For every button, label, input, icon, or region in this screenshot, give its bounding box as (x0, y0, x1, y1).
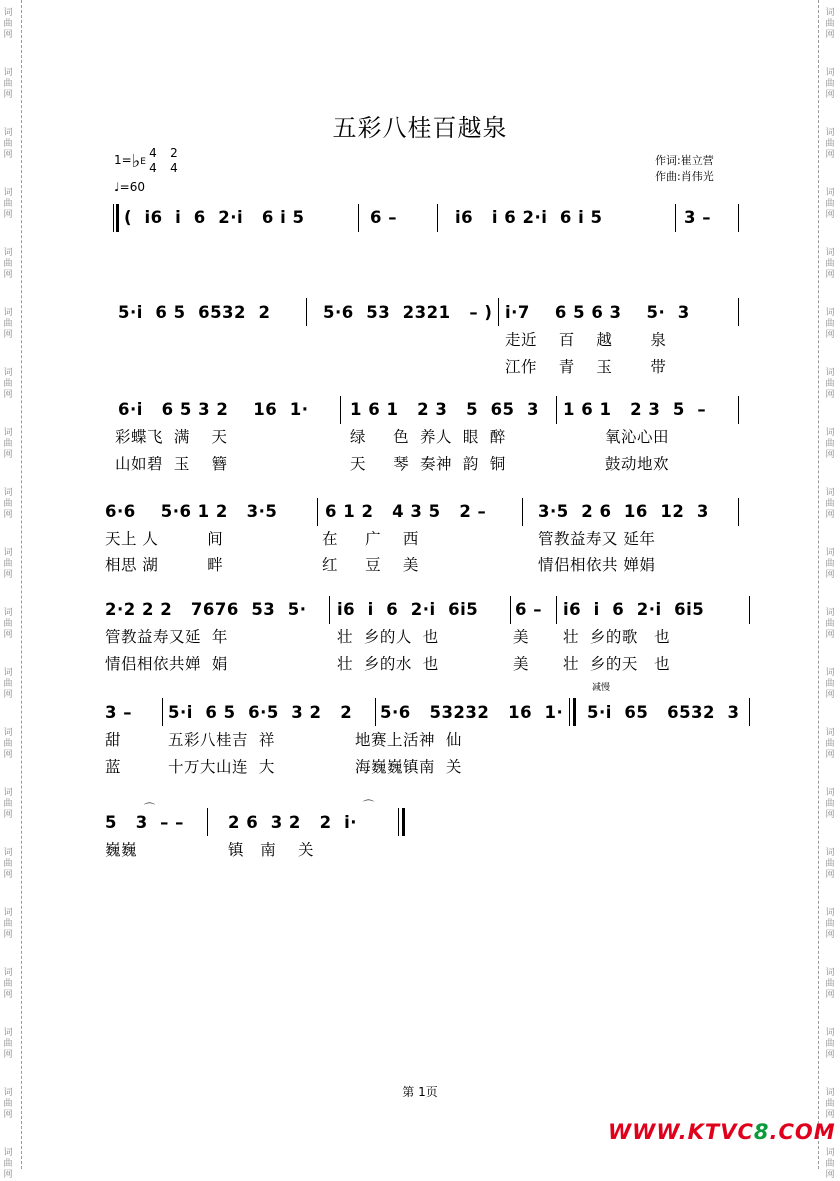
measure: 6·i 6 5 3 2 16 1· (118, 400, 309, 419)
barline (340, 396, 341, 424)
watermark-text: 词 曲 网 (825, 968, 835, 1000)
barline (510, 596, 511, 624)
measure: 5 3 – – (105, 813, 184, 832)
barline (738, 204, 739, 232)
tempo-marking: ♩=60 (114, 180, 145, 194)
watermark-text: 词 曲 网 (825, 608, 835, 640)
measure: i6 i 6 2·i 6i5 (337, 600, 479, 619)
watermark-text: 词 曲 网 (3, 788, 13, 820)
lyric-verse-2: 山如碧 玉 簪 (115, 455, 228, 473)
barline (749, 698, 750, 726)
repeat-end-bar-thick (573, 698, 576, 726)
time-signature-2-4: 2 4 (170, 146, 178, 175)
lyric-verse-1: 地赛上活神 仙 (355, 731, 462, 749)
barline (522, 498, 523, 526)
watermark-text: 词 曲 网 (3, 368, 13, 400)
lyric-verse-2: 美 (513, 655, 530, 673)
barline (317, 498, 318, 526)
measure: 3·5 2 6 16 12 3 (538, 502, 709, 521)
barline (749, 596, 750, 624)
watermark-text: 词 曲 网 (825, 68, 835, 100)
watermark-text: 词 曲 网 (825, 668, 835, 700)
final-bar (398, 808, 399, 836)
watermark-text: 词 曲 网 (3, 1088, 13, 1120)
watermark-text: 词 曲 网 (825, 248, 835, 280)
measure: 6·6 5·6 1 2 3·5 (105, 502, 278, 521)
measure: 5·i 6 5 6532 2 (118, 303, 271, 322)
lyric-verse-2: 十万大山连 大 (168, 758, 275, 776)
barline (556, 596, 557, 624)
barline (162, 698, 163, 726)
watermark-text: 词 曲 网 (3, 188, 13, 220)
fermata-icon: ⌒ (144, 802, 155, 815)
watermark-text: 词 曲 网 (3, 548, 13, 580)
lyric-verse-1: 镇 南 关 (228, 841, 314, 859)
measure: 5·6 53 2321 – ) (323, 303, 493, 322)
lyric-verse-1: 管教益寿又延 年 (105, 628, 228, 646)
watermark-text: 词 曲 网 (825, 368, 835, 400)
tempo-annotation: 减慢 (592, 683, 611, 693)
lyric-verse-2: 情侣相依共婵 娟 (105, 655, 228, 673)
watermark-text: 词 曲 网 (3, 8, 13, 40)
page-number: 第 1页 (402, 1085, 438, 1099)
watermark-text: 词 曲 网 (825, 1028, 835, 1060)
barline (738, 498, 739, 526)
watermark-text: 词 曲 网 (3, 128, 13, 160)
fermata-icon: ⌒ (363, 799, 374, 812)
measure: i·7 6 5 6 3 5· 3 (505, 303, 690, 322)
barline (306, 298, 307, 326)
lyric-verse-1: 壮 乡的人 也 (337, 628, 439, 646)
watermark-text: 词 曲 网 (3, 248, 13, 280)
watermark-text: 词 曲 网 (825, 1088, 835, 1120)
measure: 1 6 1 2 3 5 65 3 (350, 400, 540, 419)
barline (437, 204, 438, 232)
measure: 6 1 2 4 3 5 2 – (325, 502, 487, 521)
watermark-text: 词 曲 网 (3, 1028, 13, 1060)
measure: 1 6 1 2 3 5 – (563, 400, 707, 419)
watermark-text: 词 曲 网 (825, 488, 835, 520)
credits (655, 153, 714, 185)
lyric-verse-1: 美 (513, 628, 530, 646)
time-signature-4-4: 4 4 (149, 146, 157, 175)
lyric-verse-2: 蓝 (105, 758, 122, 776)
measure: 2 6 3 2 2 i· (228, 813, 358, 832)
watermark-text: 词 曲 网 (825, 128, 835, 160)
lyric-verse-1: 彩蝶飞 满 天 (115, 428, 228, 446)
watermark-text: 词 曲 网 (3, 308, 13, 340)
watermark-text: 词 曲 网 (825, 1148, 835, 1180)
measure: 2·2 2 2 7676 53 5· (105, 600, 307, 619)
lyric-verse-1: 走近 百 越 泉 (505, 331, 667, 349)
watermark-text: 词 曲 网 (3, 728, 13, 760)
watermark-text: 词 曲 网 (3, 668, 13, 700)
lyric-verse-1: 在 广 西 (322, 530, 419, 548)
barline (207, 808, 208, 836)
measure: 5·i 6 5 6·5 3 2 2 (168, 703, 353, 722)
lyric-verse-2: 鼓动地欢 (605, 455, 670, 473)
watermark-text: 词 曲 网 (3, 488, 13, 520)
lyric-verse-2: 情侣相依共 婵娟 (538, 556, 656, 574)
left-page-edge (21, 0, 23, 1169)
watermark-text: 词 曲 网 (825, 428, 835, 460)
lyric-verse-1: 壮 乡的歌 也 (563, 628, 671, 646)
lyric-verse-1: 天上 人 间 (105, 530, 224, 548)
measure: 6 – (515, 600, 542, 619)
song-title: 五彩八桂百越泉 (332, 114, 508, 142)
composer: 作曲:肖伟光 (655, 170, 714, 183)
watermark-text: 词 曲 网 (3, 848, 13, 880)
barline (498, 298, 499, 326)
repeat-start-bar (113, 204, 114, 232)
watermark-text: 词 曲 网 (825, 548, 835, 580)
watermark-text: 词 曲 网 (825, 908, 835, 940)
site-watermark-logo: WWW.KTVC8.COM (608, 1120, 836, 1144)
watermark-text: 词 曲 网 (825, 308, 835, 340)
lyric-verse-2: 江作 青 玉 带 (505, 358, 667, 376)
watermark-text: 词 曲 网 (825, 188, 835, 220)
watermark-text: 词 曲 网 (3, 968, 13, 1000)
measure: i6 i 6 2·i 6i5 (563, 600, 705, 619)
lyric-verse-2: 相思 湖 畔 (105, 556, 224, 574)
watermark-text: 词 曲 网 (825, 788, 835, 820)
lyric-verse-2: 海巍巍镇南 关 (355, 758, 462, 776)
barline (358, 204, 359, 232)
lyric-verse-1: 五彩八桂吉 祥 (168, 731, 275, 749)
measure: 6 – (370, 208, 397, 227)
watermark-text: 词 曲 网 (825, 8, 835, 40)
barline (738, 298, 739, 326)
lyric-verse-1: 氧沁心田 (605, 428, 670, 446)
measure: i6 i 6 2·i 6 i 5 (455, 208, 603, 227)
lyric-verse-2: 红 豆 美 (322, 556, 419, 574)
lyric-verse-1: 管教益寿又 延年 (538, 530, 656, 548)
watermark-text: 词 曲 网 (825, 848, 835, 880)
repeat-start-bar-thick (116, 204, 119, 232)
lyric-verse-2: 壮 乡的天 也 (563, 655, 671, 673)
barline (375, 698, 376, 726)
watermark-text: 词 曲 网 (3, 1148, 13, 1180)
lyric-verse-1: 巍巍 (105, 841, 138, 859)
lyric-verse-1: 绿 色 养人 眼 醉 (350, 428, 506, 446)
lyric-verse-1: 甜 (105, 731, 122, 749)
measure: ( i6 i 6 2·i 6 i 5 (124, 208, 305, 227)
barline (738, 396, 739, 424)
measure: 3 – (684, 208, 711, 227)
lyric-verse-2: 壮 乡的水 也 (337, 655, 439, 673)
final-bar-thick (402, 808, 405, 836)
measure: 5·6 53232 16 1· (380, 703, 564, 722)
measure: 3 – (105, 703, 132, 722)
watermark-text: 词 曲 网 (3, 68, 13, 100)
lyricist: 作词:崔立营 (655, 154, 714, 167)
watermark-text: 词 曲 网 (3, 428, 13, 460)
measure: 5·i 65 6532 3 (587, 703, 740, 722)
barline (675, 204, 676, 232)
watermark-text: 词 曲 网 (825, 728, 835, 760)
right-page-edge (818, 0, 820, 1169)
barline (556, 396, 557, 424)
watermark-text: 词 曲 网 (3, 908, 13, 940)
lyric-verse-2: 天 琴 奏神 韵 铜 (350, 455, 506, 473)
barline (329, 596, 330, 624)
repeat-end-bar (569, 698, 570, 726)
watermark-text: 词 曲 网 (3, 608, 13, 640)
key-signature: 1=♭E (114, 151, 146, 172)
